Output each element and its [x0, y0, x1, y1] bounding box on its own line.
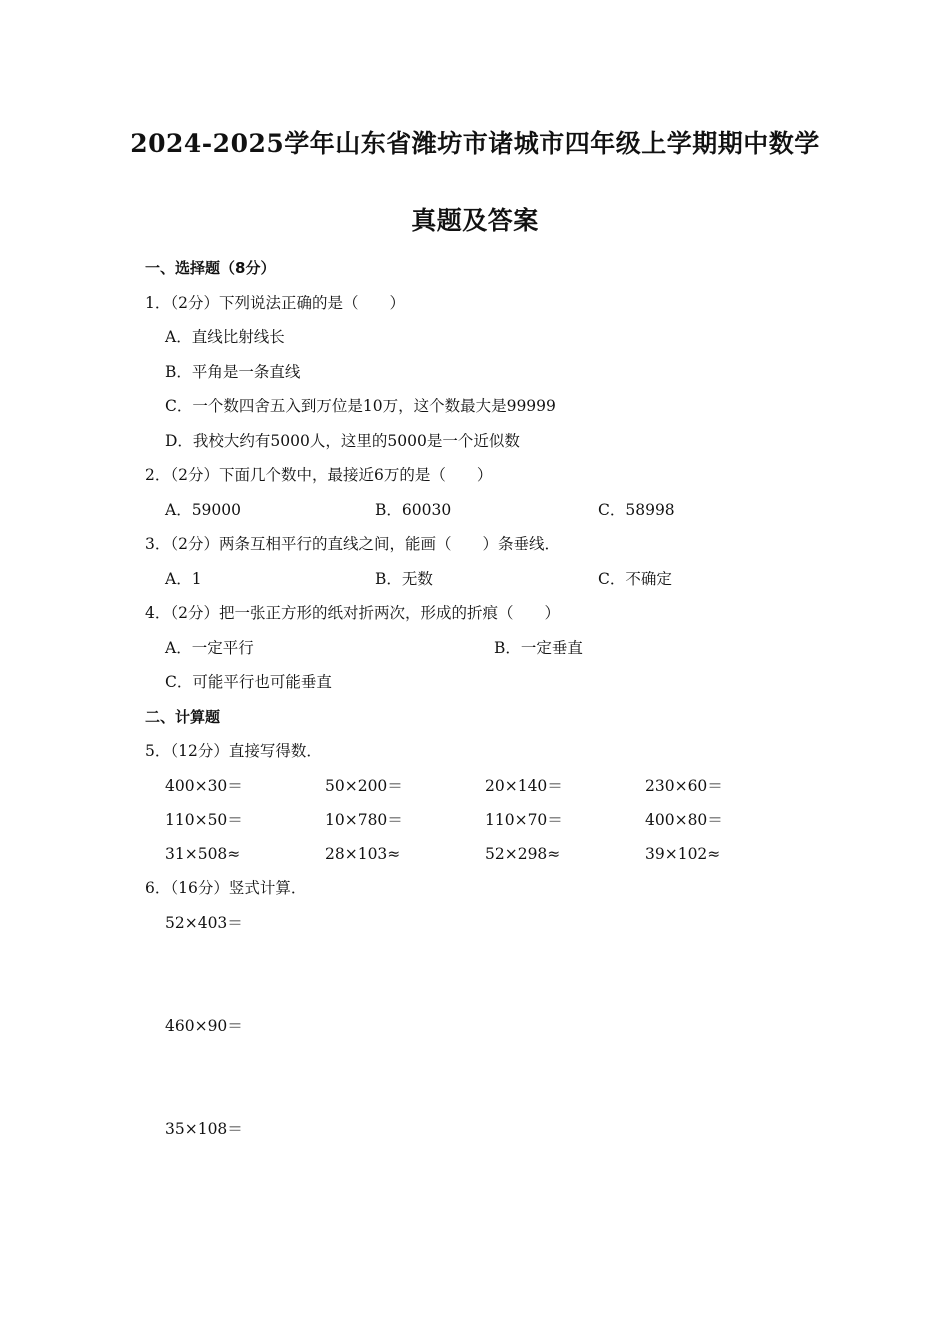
question-2-option-a: A．59000 — [165, 501, 242, 519]
oral-calc-item: 10×780＝ — [325, 811, 403, 829]
document-title-line2: 真题及答案 — [411, 206, 539, 235]
question-1-option-d: D．我校大约有5000人，这里的5000是一个近似数 — [165, 432, 520, 450]
question-4-stem: 4．（2分）把一张正方形的纸对折两次，形成的折痕（ ） — [145, 604, 560, 622]
vertical-calc-item: 52×403＝ — [165, 914, 243, 932]
oral-calc-item: 110×50＝ — [165, 811, 243, 829]
document-title-line1: 2024-2025学年山东省潍坊市诸城市四年级上学期期中数学 — [130, 129, 820, 158]
oral-calc-item: 39×102≈ — [645, 845, 721, 863]
question-3-option-b: B．无数 — [375, 570, 433, 588]
oral-calc-item: 400×30＝ — [165, 777, 243, 795]
oral-calc-item: 110×70＝ — [485, 811, 563, 829]
oral-calc-item: 230×60＝ — [645, 777, 723, 795]
question-6-stem: 6．（16分）竖式计算． — [145, 879, 307, 897]
question-1-option-b: B．平角是一条直线 — [165, 363, 301, 381]
oral-calc-item: 50×200＝ — [325, 777, 403, 795]
question-2-option-b: B．60030 — [375, 501, 452, 519]
oral-calc-item: 52×298≈ — [485, 845, 561, 863]
question-1-option-a: A．直线比射线长 — [165, 328, 285, 346]
vertical-calc-item: 460×90＝ — [165, 1017, 243, 1035]
oral-calc-item: 400×80＝ — [645, 811, 723, 829]
question-3-option-a: A．1 — [165, 570, 202, 588]
question-1-option-c: C．一个数四舍五入到万位是10万，这个数最大是99999 — [165, 397, 556, 415]
oral-calc-item: 31×508≈ — [165, 845, 241, 863]
question-3-stem: 3．（2分）两条互相平行的直线之间，能画（ ）条垂线． — [145, 535, 560, 553]
vertical-calc-item: 35×108＝ — [165, 1120, 243, 1138]
question-4-option-a: A．一定平行 — [165, 639, 254, 657]
question-2-option-c: C．58998 — [598, 501, 675, 519]
question-4-option-b: B．一定垂直 — [494, 639, 583, 657]
oral-calc-item: 20×140＝ — [485, 777, 563, 795]
question-1-stem: 1．（2分）下列说法正确的是（ ） — [145, 294, 405, 312]
oral-calc-item: 28×103≈ — [325, 845, 401, 863]
section-heading-calculation: 二、计算题 — [145, 708, 221, 726]
section-heading-choice: 一、选择题（8分） — [145, 259, 276, 277]
question-5-stem: 5．（12分）直接写得数． — [145, 742, 322, 760]
question-3-option-c: C．不确定 — [598, 570, 672, 588]
question-2-stem: 2．（2分）下面几个数中，最接近6万的是（ ） — [145, 466, 493, 484]
question-4-option-c: C．可能平行也可能垂直 — [165, 673, 332, 691]
